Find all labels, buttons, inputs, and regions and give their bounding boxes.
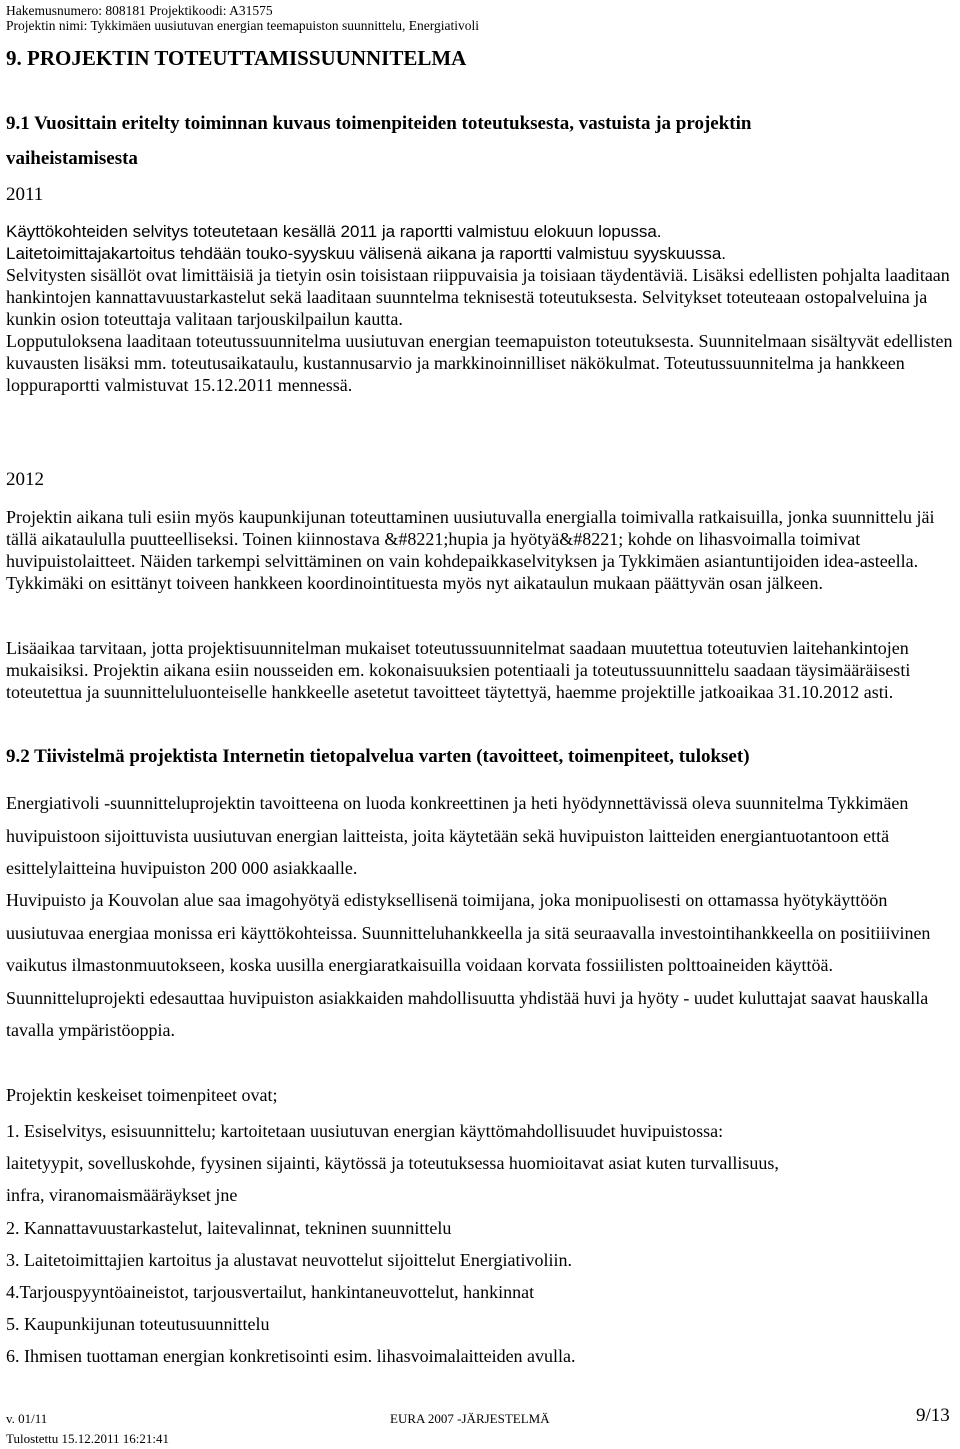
list-intro: Projektin keskeiset toimenpiteet ovat; — [6, 1085, 278, 1105]
paragraph-2011-result: Lopputuloksena laaditaan toteutussuunnitelma uusiutuvan energian teemapuiston toteutuksesta. Suunnitelmaan sisältyvät edellisten kuvausten lisäksi mm. toteutusaikataulu, kustannusarvio ja markkinoinnilliset näkökulmat. Toteutussuunnitelma ja hankkeen loppuraportti valmistuvat 15.12.2011 mennessä. — [6, 331, 953, 395]
section-title: 9. PROJEKTIN TOTEUTTAMISSUUNNITELMA — [6, 46, 467, 70]
subsection-1-title-line2: vaiheistamisesta — [6, 148, 138, 169]
paragraph-2011-rest: Selvitysten sisällöt ovat limittäisiä ja tietyin osin toisistaan riippuvaisia ja toisiaan täydentäviä. Lisäksi edellisten pohjalta laaditaan hankintojen kannattavuustarkastelut sekä laaditaan suunntelma teknisestä toteutuksesta. Selvitykset toteuteaan ostopalveluina ja kunkin osion toteuttaja valitaan tarjouskilpailun kautta. — [6, 265, 950, 329]
paragraph-2012-b: Lisäaikaa tarvitaan, jotta projektisuunnitelman mukaiset toteutussuunnitelmat saadaan muutettua toteutuvien laitehankintojen mukaisiksi. Projektin aikana esiin nousseiden em. kokonaisuuksien potentiaali ja toteutussuunnittelu saadaan täysimääräisesti toteutettua ja suunnitteluluonteiselle hankkeelle asetetut tavoitteet täytettyä, haemme projektille jatkoaikaa 31.10.2012 asti. — [6, 638, 911, 702]
footer-version: v. 01/11 — [6, 1411, 48, 1426]
year-heading-2011: 2011 — [6, 184, 44, 205]
footer-printed: Tulostettu 15.12.2011 16:21:41 — [6, 1431, 170, 1446]
list-item: infra, viranomaismääräykset jne — [6, 1185, 238, 1206]
subsection-1-title-line1: 9.1 Vuosittain eritelty toiminnan kuvaus toimenpiteiden toteutuksesta, vastuista ja projektin — [6, 113, 752, 134]
project-name: Projektin nimi: Tykkimäen uusiutuvan energian teemapuiston suunnittelu, Energiativoli — [6, 18, 479, 33]
summary-paragraph-1: Energiativoli -suunnitteluprojektin tavoitteena on luoda konkreettinen ja heti hyödynnettävissä oleva suunnitelma Tykkimäen huvipuistoon sijoittuvista uusiutuvan energian laitteista, joita käytetään sekä huvipuiston laitteiden energiantuotantoon että esittelylaitteina huvipuiston 200 000 asiakkaalle. — [6, 793, 909, 878]
paragraph-2011-body — [6, 264, 956, 396]
summary-paragraph-2: Huvipuisto ja Kouvolan alue saa imagohyötyä edistyksellisenä toimijana, joka monipuolisesti on ottamassa hyötykäyttöön uusiutuvaa energiaa monissa eri käyttökohteissa. Suunnitteluhankkeella ja sitä seuraavalla investointihankkeella on positiiivinen vaikutus ilmastonmuutokseen, koska uusilla energiaratkaisuilla voidaan korvata fossiilisten polttoaineiden käyttöä. Suunnitteluprojekti edesauttaa huvipuiston asiakkaiden mahdollisuutta yhdistää huvi ja hyöty - uudet kuluttajat saavat hauskalla tavalla ympäristöoppia. — [6, 890, 931, 1040]
footer-system: EURA 2007 -JÄRJESTELMÄ — [390, 1411, 550, 1426]
measures-list — [6, 1115, 956, 1373]
list-item: 4.Tarjouspyyntöaineistot, tarjousvertailut, hankintaneuvottelut, hankinnat — [6, 1282, 535, 1303]
paragraph-2011-line2: Laitetoimittajakartoitus tehdään touko-syyskuu välisenä aikana ja raportti valmistuu syyskuussa. — [6, 244, 727, 263]
application-info: Hakemusnumero: 808181 Projektikoodi: A31575 — [6, 3, 273, 18]
list-item: laitetyypit, sovelluskohde, fyysinen sijainti, käytössä ja toteutuksessa huomioitavat asiat kuten turvallisuus, — [6, 1153, 779, 1174]
paragraph-2012-a: Projektin aikana tuli esiin myös kaupunkijunan toteuttaminen uusiutuvalla energialla toimivalla ratkaisuilla, jonka suunnittelu jäi tällä aikataululla puutteelliseksi. Toinen kiinnostava &#8221;hupia ja hyötyä&#8221; kohde on lihasvoimalla toimivat huvipuistolaitteet. Näiden tarkempi selvittäminen on vain kohdepaikkaselvityksen ja Tykkimäen asiantuntijoiden idea-asteella. Tykkimäki on esittänyt toiveen hankkeen koordinointituesta myös nyt aikataulun mukaan päättyvän osan jälkeen. — [6, 507, 935, 593]
list-item: 1. Esiselvitys, esisuunnittelu; kartoitetaan uusiutuvan energian käyttömahdollisuudet huvipuistossa: — [6, 1121, 724, 1141]
year-heading-2012: 2012 — [6, 469, 44, 490]
list-item: 2. Kannattavuustarkastelut, laitevalinnat, tekninen suunnittelu — [6, 1217, 452, 1238]
list-item: 5. Kaupunkijunan toteutusuunnittelu — [6, 1314, 270, 1335]
list-item: 6. Ihmisen tuottaman energian konkretisointi esim. lihasvoimalaitteiden avulla. — [6, 1346, 576, 1367]
subsection-2-title: 9.2 Tiivistelmä projektista Internetin tietopalvelua varten (tavoitteet, toimenpiteet, tulokset) — [6, 746, 750, 767]
list-item: 3. Laitetoimittajien kartoitus ja alustavat neuvottelut sijoittelut Energiativoliin. — [6, 1249, 573, 1270]
page-number: 9/13 — [916, 1405, 950, 1426]
paragraph-2011-line1: Käyttökohteiden selvitys toteutetaan kesällä 2011 ja raportti valmistuu elokuun lopussa. — [6, 222, 662, 241]
